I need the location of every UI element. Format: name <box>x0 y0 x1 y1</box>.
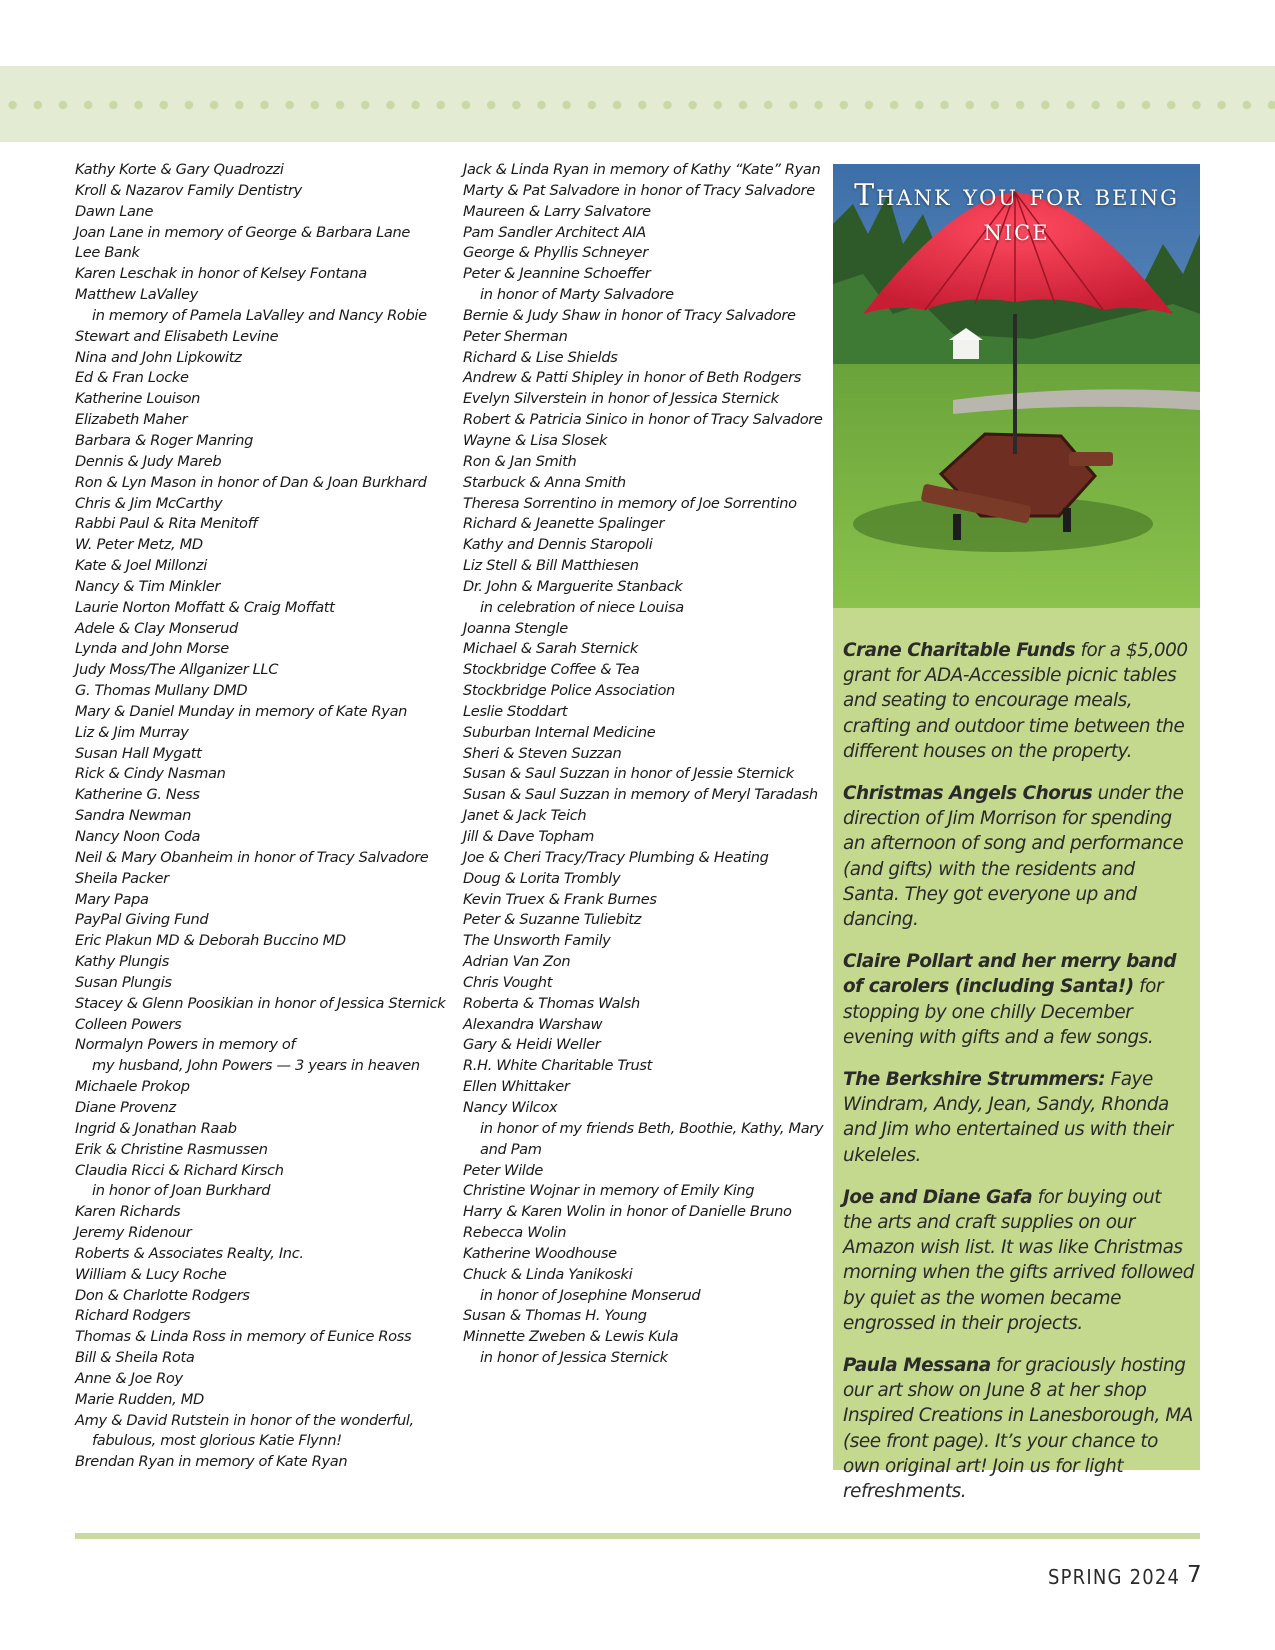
donor-entry: Peter & Jeannine Schoeffer <box>463 265 651 283</box>
donor-entry: Katherine G. Ness <box>75 786 200 804</box>
donor-entry: Evelyn Silverstein in honor of Jessica Sternick <box>463 390 779 408</box>
donor-entry: Bill & Sheila Rota <box>75 1349 195 1367</box>
donor-entry: Maureen & Larry Salvatore <box>463 202 651 220</box>
donor-entry: R.H. White Charitable Trust <box>463 1057 653 1075</box>
donor-entry: Eric Plakun MD & Deborah Buccino MD <box>75 932 346 950</box>
donor-entry: Colleen Powers <box>75 1015 182 1033</box>
thank-you-note <box>843 949 1195 1050</box>
donor-entry: Karen Richards <box>75 1203 181 1221</box>
donor-entry: Chris & Jim McCarthy <box>75 494 223 512</box>
donor-entry: Nancy Noon Coda <box>75 828 201 845</box>
donor-entry: Susan & Saul Suzzan in memory of Meryl Taradash <box>463 786 818 804</box>
donor-entry: Richard Rodgers <box>75 1307 191 1325</box>
donor-entry: Bernie & Judy Shaw in honor of Tracy Salvadore <box>463 306 796 324</box>
donor-entry: Stockbridge Coffee & Tea <box>463 661 640 679</box>
thank-you-recipient: Christmas Angels Chorus <box>843 783 1093 805</box>
donor-entry: Diane Provenz <box>75 1098 176 1116</box>
donor-entry: Richard & Jeanette Spalinger <box>463 515 665 533</box>
donor-entry: Peter Wilde <box>463 1161 544 1179</box>
donor-entry: Barbara & Roger Manring <box>75 431 254 449</box>
donor-entry: Liz & Jim Murray <box>75 723 189 741</box>
donor-entry: Ron & Jan Smith <box>463 452 577 470</box>
donor-list-left <box>75 160 445 1473</box>
donor-entry: Elizabeth Maher <box>75 411 188 429</box>
donor-entry: G. Thomas Mullany DMD <box>75 682 248 700</box>
donor-entry: Susan Plungis <box>75 973 172 991</box>
donor-entry: Andrew & Patti Shipley in honor of Beth Rodgers <box>463 369 802 387</box>
donor-entry: Rick & Cindy Nasman <box>75 765 226 783</box>
donor-entry: Katherine Woodhouse <box>463 1244 617 1262</box>
donor-entry: Chuck & Linda Yanikoski <box>463 1265 633 1283</box>
donor-entry: Roberts & Associates Realty, Inc. <box>75 1244 304 1262</box>
donor-entry: Stockbridge Police Association <box>463 682 675 700</box>
thank-you-recipient: Crane Charitable Funds <box>843 640 1076 661</box>
donor-entry: Adele & Clay Monserud <box>75 619 238 637</box>
issue-label: SPRING 2024 <box>1048 1565 1181 1589</box>
donor-entry: William & Lucy Roche <box>75 1265 227 1283</box>
donor-entry: Dennis & Judy Mareb <box>75 452 222 470</box>
thank-you-text: for buying out the arts and craft supplies on our Amazon wish list. It was like Christmas morning when the gifts arrived followed by quiet as the women became engrossed in their projects. <box>843 1186 1194 1334</box>
donor-entry: Sheri & Steven Suzzan <box>463 744 622 762</box>
donor-entry: Harry & Karen Wolin in honor of Danielle Bruno <box>463 1203 792 1221</box>
donor-list-middle <box>463 160 823 1369</box>
donor-entry: Susan Hall Mygatt <box>75 744 202 762</box>
donor-entry: Kevin Truex & Frank Burnes <box>463 890 657 908</box>
thank-you-recipient: The Berkshire Strummers: <box>843 1069 1106 1091</box>
donor-entry: Kate & Joel Millonzi <box>75 557 207 575</box>
donor-entry: Peter & Suzanne Tuliebitz <box>463 911 642 929</box>
thank-you-notes <box>843 638 1195 1521</box>
donor-entry: Kathy Plungis <box>75 953 169 971</box>
donor-entry: Ed & Fran Locke <box>75 369 189 387</box>
donor-entry: Rebecca Wolin <box>463 1224 567 1242</box>
thank-you-text: for graciously hosting our art show on June 8 at her shop Inspired Creations in Lanesborough, MA (see front page). It’s your chance to own original art! Join us for light refreshments. <box>843 1355 1193 1503</box>
donor-entry: Kathy and Dennis Staropoli <box>463 536 653 554</box>
donor-entry: W. Peter Metz, MD <box>75 536 203 554</box>
donor-entry: Katherine Louison <box>75 390 201 408</box>
donor-entry: Ron & Lyn Mason in honor of Dan & Joan Burkhard <box>75 473 427 491</box>
donor-entry: Peter Sherman <box>463 327 568 345</box>
donor-entry: Dr. John & Marguerite Stanback <box>463 577 683 595</box>
donor-entry: Kathy Korte & Gary Quadrozzi <box>75 161 284 178</box>
donor-entry: Leslie Stoddart <box>463 702 568 720</box>
donor-entry: Michaele Prokop <box>75 1078 190 1096</box>
donor-entry: Roberta & Thomas Walsh <box>463 994 640 1012</box>
donor-entry: Stacey & Glenn Poosikian in honor of Jessica Sternick <box>75 994 446 1012</box>
donor-entry: Jack & Linda Ryan in memory of Kathy “Kate” Ryan <box>463 161 821 178</box>
donor-entry: Richard & Lise Shields <box>463 348 618 366</box>
donor-entry: Wayne & Lisa Slosek <box>463 431 608 449</box>
donor-entry: Joanna Stengle <box>463 619 568 637</box>
donor-entry: Nina and John Lipkowitz <box>75 348 242 366</box>
thank-you-recipient: Paula Messana <box>843 1355 991 1377</box>
donor-entry: Mary Papa <box>75 890 149 908</box>
donor-entry: and Pam <box>480 1140 542 1158</box>
donor-entry: Joan Lane in memory of George & Barbara Lane <box>75 223 411 241</box>
donor-entry: George & Phyllis Schneyer <box>463 244 648 262</box>
donor-entry: Christine Wojnar in memory of Emily King <box>463 1182 755 1200</box>
donor-entry: Amy & David Rutstein in honor of the wonderful, <box>75 1411 414 1429</box>
donor-entry: Suburban Internal Medicine <box>463 723 656 741</box>
donor-entry: Theresa Sorrentino in memory of Joe Sorrentino <box>463 494 797 512</box>
donor-entry: Lee Bank <box>75 244 140 262</box>
donor-entry: Jill & Dave Topham <box>463 828 594 845</box>
donor-entry: Sheila Packer <box>75 869 169 887</box>
donor-entry: in honor of Josephine Monserud <box>480 1286 701 1304</box>
thank-you-note <box>843 1185 1195 1336</box>
donor-entry: Brendan Ryan in memory of Kate Ryan <box>75 1453 348 1471</box>
dotted-border <box>0 100 1275 110</box>
donor-entry: Matthew LaValley <box>75 286 198 304</box>
donor-entry: Rabbi Paul & Rita Menitoff <box>75 515 258 533</box>
donor-entry: Thomas & Linda Ross in memory of Eunice Ross <box>75 1328 412 1346</box>
donor-entry: Nancy & Tim Minkler <box>75 577 220 595</box>
donor-entry: Susan & Thomas H. Young <box>463 1307 647 1325</box>
donor-entry: Doug & Lorita Trombly <box>463 869 621 887</box>
donor-entry: Neil & Mary Obanheim in honor of Tracy Salvadore <box>75 848 429 866</box>
donor-entry: Marty & Pat Salvadore in honor of Tracy Salvadore <box>463 181 815 199</box>
donor-entry: Minnette Zweben & Lewis Kula <box>463 1328 679 1346</box>
donor-entry: Kroll & Nazarov Family Dentistry <box>75 181 302 199</box>
donor-entry: The Unsworth Family <box>463 932 611 950</box>
donor-entry: Ingrid & Jonathan Raab <box>75 1119 237 1137</box>
donor-entry: in honor of my friends Beth, Boothie, Kathy, Mary <box>480 1119 824 1137</box>
thank-you-text: Faye Windram, Andy, Jean, Sandy, Rhonda and Jim who entertained us with their ukeleles. <box>843 1069 1173 1166</box>
thank-you-note <box>843 1067 1195 1168</box>
footer-rule <box>75 1533 1200 1539</box>
donor-entry: Adrian Van Zon <box>463 953 571 971</box>
donor-entry: Starbuck & Anna Smith <box>463 473 626 491</box>
donor-entry: Alexandra Warshaw <box>463 1015 603 1033</box>
donor-entry: Lynda and John Morse <box>75 640 229 658</box>
donor-entry: Pam Sandler Architect AIA <box>463 223 646 241</box>
donor-entry: in celebration of niece Louisa <box>480 598 684 616</box>
donor-entry: Don & Charlotte Rodgers <box>75 1286 250 1304</box>
donor-entry: in honor of Jessica Sternick <box>480 1349 668 1367</box>
donor-entry: Dawn Lane <box>75 202 154 220</box>
thank-you-recipient: Claire Pollart and her merry band of carolers (including Santa!) <box>843 951 1177 998</box>
donor-entry: Stewart and Elisabeth Levine <box>75 327 279 345</box>
thank-you-text: for a $5,000 grant for ADA-Accessible picnic tables and seating to encourage meals, crafting and outdoor time between the different houses on the property. <box>843 640 1188 762</box>
page-number: 7 <box>1187 1562 1202 1588</box>
donor-entry: Judy Moss/The Allganizer LLC <box>75 661 279 679</box>
donor-entry: Chris Vought <box>463 973 553 991</box>
donor-entry: Sandra Newman <box>75 807 191 825</box>
donor-entry: Robert & Patricia Sinico in honor of Tracy Salvadore <box>463 411 823 429</box>
donor-entry: my husband, John Powers — 3 years in heaven <box>92 1057 420 1075</box>
donor-entry: Normalyn Powers in memory of <box>75 1036 296 1054</box>
thank-you-note <box>843 1353 1195 1504</box>
donor-entry: Ellen Whittaker <box>463 1078 570 1096</box>
donor-entry: Mary & Daniel Munday in memory of Kate Ryan <box>75 702 408 720</box>
thank-you-sidebar <box>833 164 1200 1503</box>
thank-you-recipient: Joe and Diane Gafa <box>843 1186 1033 1208</box>
donor-entry: Gary & Heidi Weller <box>463 1036 601 1054</box>
donor-entry: Susan & Saul Suzzan in honor of Jessie Sternick <box>463 765 794 783</box>
picnic-table-photo <box>833 164 1200 608</box>
thank-you-text: under the direction of Jim Morrison for spending an afternoon of song and performance (and gifts) with the residents and Santa. They got everyone up and dancing. <box>843 783 1184 931</box>
donor-entry: Jeremy Ridenour <box>75 1224 192 1242</box>
donor-entry: Nancy Wilcox <box>463 1098 558 1116</box>
donor-entry: Liz Stell & Bill Matthiesen <box>463 557 639 575</box>
donor-entry: Janet & Jack Teich <box>463 807 587 825</box>
thank-you-text: for stopping by one chilly December evening with gifts and a few songs. <box>843 976 1164 1048</box>
photo-caption-title: Thank you for being nice <box>854 178 1179 248</box>
donor-entry: Joe & Cheri Tracy/Tracy Plumbing & Heating <box>463 848 769 866</box>
donor-entry: PayPal Giving Fund <box>75 911 209 929</box>
donor-entry: Erik & Christine Rasmussen <box>75 1140 268 1158</box>
donor-entry: Karen Leschak in honor of Kelsey Fontana <box>75 265 367 283</box>
donor-entry: Laurie Norton Moffatt & Craig Moffatt <box>75 598 335 616</box>
thank-you-note <box>843 781 1195 932</box>
donor-entry: Michael & Sarah Sternick <box>463 640 638 658</box>
thank-you-note <box>843 638 1195 764</box>
donor-entry: Anne & Joe Roy <box>75 1369 183 1387</box>
donor-entry: fabulous, most glorious Katie Flynn! <box>92 1432 342 1450</box>
donor-entry: Claudia Ricci & Richard Kirsch <box>75 1161 284 1179</box>
donor-entry: in honor of Joan Burkhard <box>92 1182 271 1200</box>
donor-entry: in memory of Pamela LaValley and Nancy Robie <box>92 306 427 324</box>
donor-entry: in honor of Marty Salvadore <box>480 286 674 304</box>
donor-entry: Marie Rudden, MD <box>75 1390 204 1408</box>
